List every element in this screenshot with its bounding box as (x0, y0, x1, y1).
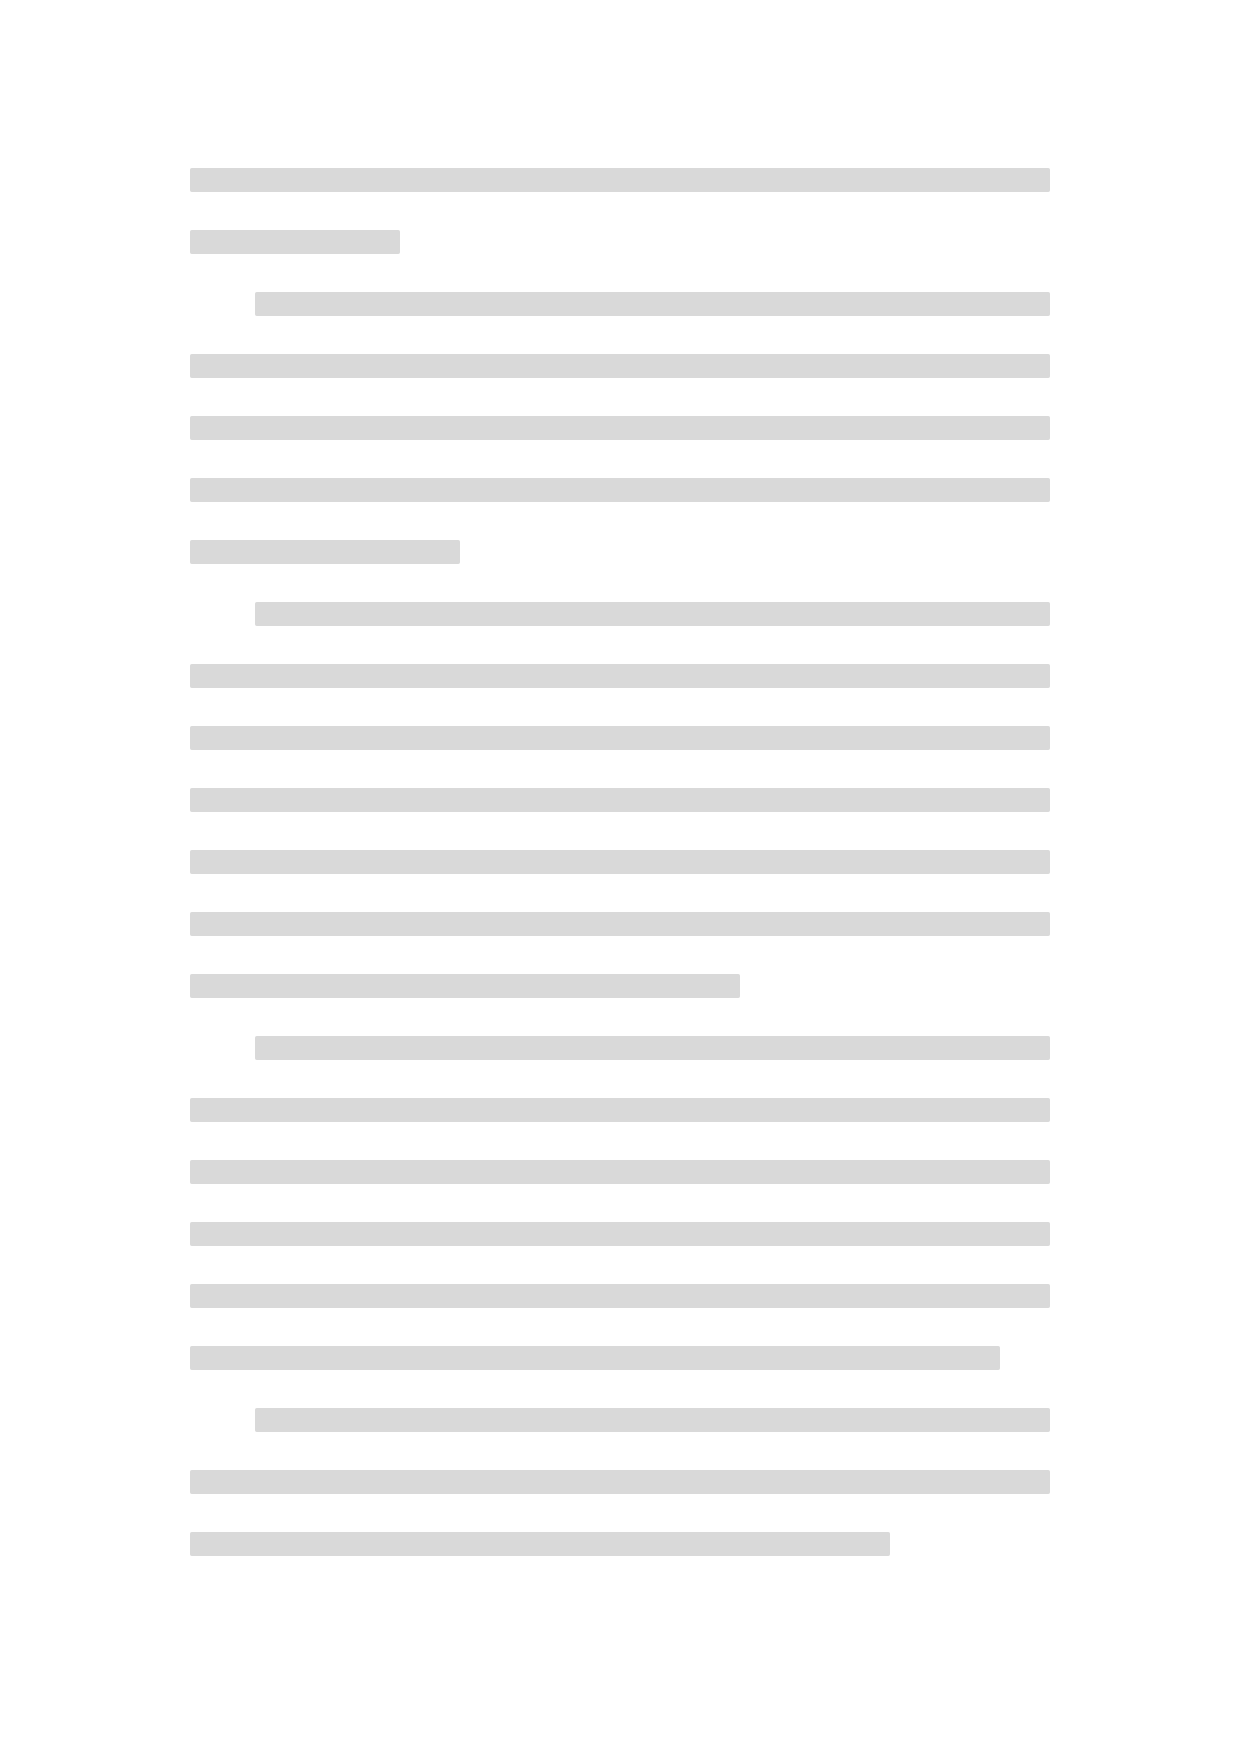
text-line (190, 1452, 1050, 1514)
text-line-placeholder (190, 788, 1050, 812)
text-line-placeholder (190, 416, 1050, 440)
text-line (190, 1390, 1050, 1452)
text-line-placeholder (190, 974, 740, 998)
text-line-placeholder (190, 540, 460, 564)
text-line (190, 1204, 1050, 1266)
text-line-placeholder (190, 1098, 1050, 1122)
text-line (190, 956, 1050, 1018)
text-line (190, 1514, 1050, 1576)
text-line (190, 894, 1050, 956)
text-line-placeholder (255, 292, 1050, 316)
text-line (190, 1018, 1050, 1080)
text-line (190, 522, 1050, 584)
text-line-placeholder (255, 1036, 1050, 1060)
document-body (190, 150, 1050, 1600)
text-line (190, 708, 1050, 770)
text-line-placeholder (190, 850, 1050, 874)
text-line-placeholder (190, 664, 1050, 688)
text-line (190, 212, 1050, 274)
text-line (190, 1080, 1050, 1142)
text-line (190, 460, 1050, 522)
text-line-placeholder (190, 1160, 1050, 1184)
text-line-placeholder (190, 1222, 1050, 1246)
text-line-placeholder (190, 168, 1050, 192)
text-line-placeholder (190, 1284, 1050, 1308)
text-line-placeholder (190, 354, 1050, 378)
text-line-placeholder (190, 1346, 1000, 1370)
text-line (190, 832, 1050, 894)
text-line (190, 150, 1050, 212)
text-line (190, 584, 1050, 646)
text-line (190, 274, 1050, 336)
text-line (190, 646, 1050, 708)
text-line-placeholder (190, 230, 400, 254)
text-line (190, 770, 1050, 832)
text-line-placeholder (190, 478, 1050, 502)
text-line-placeholder (190, 726, 1050, 750)
text-line-placeholder (255, 602, 1050, 626)
text-line-placeholder (190, 912, 1050, 936)
text-line-placeholder (255, 1408, 1050, 1432)
text-line (190, 398, 1050, 460)
text-line-placeholder (190, 1470, 1050, 1494)
text-line-placeholder (190, 1532, 890, 1556)
text-line (190, 1266, 1050, 1328)
text-line (190, 1142, 1050, 1204)
text-line (190, 336, 1050, 398)
text-line (190, 1328, 1050, 1390)
